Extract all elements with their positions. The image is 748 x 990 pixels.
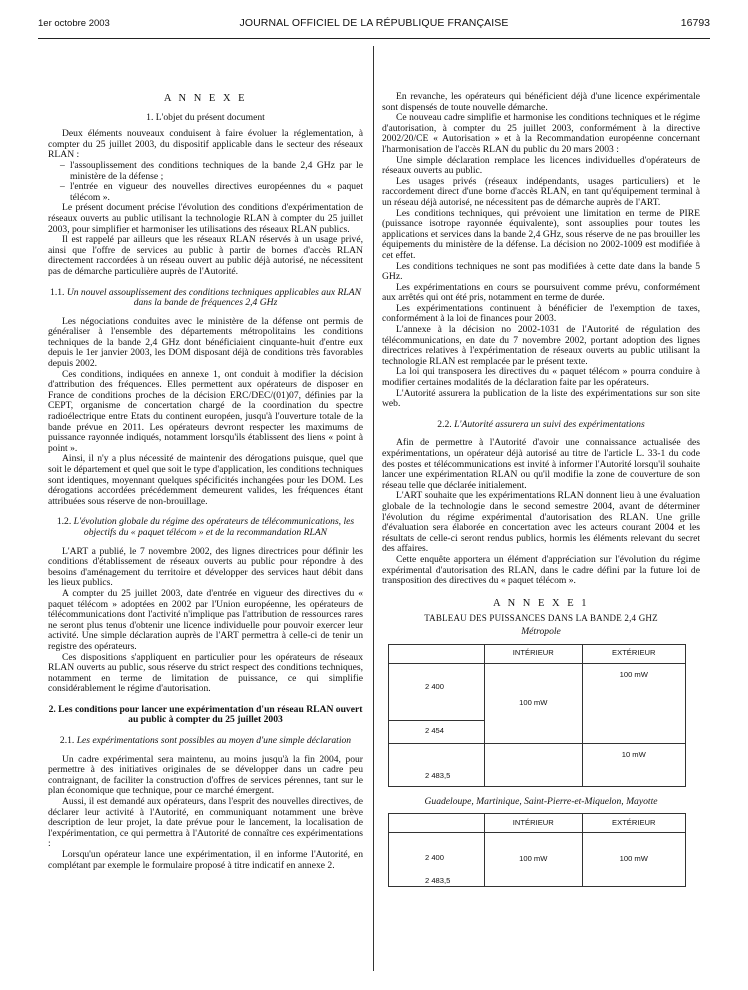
- column-header-interieur: INTÉRIEUR: [485, 644, 583, 663]
- header-date: 1er octobre 2003: [38, 18, 110, 29]
- annexe-1-heading: A N N E X E 1: [492, 597, 590, 609]
- empty-cell: [485, 743, 583, 786]
- paragraph: Ces dispositions s'appliquent en particulier pour les opérateurs de réseaux RLAN ouverts au public, sous réserve du strict respect des conditions techniques, notamment en terme de limitation de puissance, ce qui simplifie considérablement le régime d'autorisation.: [48, 651, 363, 695]
- header-rule: [38, 38, 710, 39]
- empty-header-cell: [389, 814, 485, 833]
- section-text: L'Autorité assurera un suivi des expérimentations: [454, 418, 645, 430]
- power-table-dom: [388, 813, 686, 887]
- exterieur-value: 100 mW: [582, 833, 685, 887]
- paragraph: Lorsqu'un opérateur lance une expérimentation, il en informe l'Autorité, en complétant par exemple le formulaire proposé à titre indicatif en annexe 2.: [48, 849, 363, 871]
- section-text: L'évolution globale du régime des opérateurs de télécommunications, les objectifs du « paquet télécom » et de la recommandation RLAN: [73, 516, 355, 538]
- section-number: 1.2.: [56, 516, 72, 528]
- column-header-interieur: INTÉRIEUR: [485, 814, 583, 833]
- paragraph: L'annexe à la décision no 2002-1031 de l'Autorité de régulation des télécommunications, en date du 7 novembre 2002, portant adoption des lignes directrices relatives à l'expérimentation de réseaux ouverts au public utilisant la technologie RLAN est remplacée par le présent texte.: [382, 324, 700, 367]
- column-header-exterieur: EXTÉRIEUR: [582, 644, 685, 663]
- paragraph: L'ART souhaite que les expérimentations RLAN donnent lieu à une évaluation globale de la technologie dans le second semestre 2004, avant de déterminer l'évolution du régime expérimental d'autorisation des RLAN. Une grille d'évaluation sera élaborée en concertation avec les acteurs courant 2004 et les résultats de celle-ci seront rendus publics, hormis les éléments relevant du secret des affaires.: [382, 490, 700, 555]
- section-1-1-title: [48, 288, 363, 309]
- frequency-cell: 2 400: [389, 663, 485, 720]
- paragraph: Cette enquête apportera un élément d'appréciation sur l'évolution du régime expérimental d'autorisation des RLAN, dans le cadre défini par la future loi de transposition des directives du « paquet télécom ».: [382, 553, 700, 587]
- section-2-title: 2. Les conditions pour lancer une expérimentation d'un réseau RLAN ouvert au public à compter du 25 juillet 2003: [48, 703, 363, 726]
- power-table-metropole: [388, 644, 686, 787]
- paragraph: Les expérimentations continuent à bénéficier de l'exemption de taxes, conformément à la loi de finances pour 2003.: [382, 302, 700, 325]
- paragraph: Ce nouveau cadre simplifie et harmonise les conditions techniques et le régime d'autorisation, à compter du 25 juillet 2003, conformément à la directive 2002/20/CE « Autorisation » et à la Recommandation européenne concernant l'harmonisation de l'accès RLAN du public du 20 mars 2003 :: [382, 112, 700, 155]
- interieur-value: 100 mW: [485, 833, 583, 887]
- bullet-item: – l'assouplissement des conditions techniques de la bande 2,4 GHz par le ministère de la défense ;: [48, 161, 363, 182]
- empty-header-cell: [389, 644, 485, 663]
- paragraph: L'ART a publié, le 7 novembre 2002, des lignes directrices pour définir les conditions d'établissement de réseaux ouverts au public pour répondre à des besoins d'aménagement du territoire et développer des services haut débit dans les lieux publics.: [48, 545, 363, 589]
- section-2-1-title: [48, 736, 363, 747]
- page-header: [38, 14, 710, 34]
- column-divider: [373, 46, 374, 971]
- right-column: [382, 92, 700, 887]
- paragraph: Le présent document précise l'évolution des conditions d'expérimentation de réseaux ouverts au public utilisant la technologie RLAN à compter du 25 juillet 2003, pour simplifier et harmoniser les utilisations des réseaux RLAN publics.: [48, 202, 363, 235]
- section-text: Un nouvel assouplissement des conditions techniques applicables aux RLAN dans la bande de fréquences 2,4 GHz: [66, 286, 361, 309]
- paragraph: Les usages privés (réseaux indépendants, usages particuliers) et le raccordement direct d'une borne d'accès RLAN, en tant qu'équipement terminal à un réseau déjà autorisé, ne nécessitent pas de démarche auprès de l'ART.: [382, 175, 700, 208]
- table-title: TABLEAU DES PUISSANCES DANS LA BANDE 2,4 GHZ: [424, 613, 658, 624]
- frequency-start: 2 400: [425, 853, 445, 863]
- section-1-title: 1. L'objet du présent document: [146, 111, 265, 123]
- annexe-heading: A N N E X E: [163, 93, 248, 104]
- interieur-value: 100 mW: [485, 663, 583, 743]
- paragraph: Deux éléments nouveaux conduisent à faire évoluer la réglementation, à compter du 25 juillet 2003, du dispositif applicable dans le secteur des réseaux RLAN :: [48, 128, 363, 161]
- section-number: 2.2.: [437, 418, 452, 430]
- paragraph: Aussi, il est demandé aux opérateurs, dans l'esprit des nouvelles directives, de déclarer leur activité à l'Autorité, en communiquant notamment une brève description de leur projet, la date prévue pour le lancement, la localisation de l'expérimentation, ce qui permettra à l'Autorité de connaître ces expérimentations :: [48, 796, 363, 850]
- paragraph: Afin de permettre à l'Autorité d'avoir une connaissance actualisée des expérimentations, un opérateur déjà autorisé au titre de l'article L. 33-1 du code des postes et télécommunications est invité à informer l'Autorité lorsqu'il souhaite lancer une expérimentation RLAN ou qu'il modifie la zone de couverture de son réseau telle que déclarée initialement.: [382, 437, 700, 491]
- paragraph: Les conditions techniques, qui prévoient une limitation en terme de PIRE (puissance isotrope rayonnée équivalente), sont assouplies pour toutes les applications et services dans la bande 2,4 GHz, sous réserve de ne pas brouiller les équipements du ministère de la défense. La décision no 2002-1009 est modifiée à cet effet.: [382, 207, 700, 261]
- region-dom: Guadeloupe, Martinique, Saint-Pierre-et-Miquelon, Mayotte: [424, 795, 658, 807]
- frequency-cell: 2 454: [389, 720, 485, 743]
- frequency-end: 2 483,5: [425, 875, 451, 885]
- paragraph: Les conditions techniques ne sont pas modifiées à cette date dans la bande 5 GHz.: [382, 260, 700, 283]
- bullet-item: – l'entrée en vigueur des nouvelles directives européennes du « paquet télécom ».: [48, 182, 363, 203]
- section-2-2-title: [382, 420, 700, 431]
- section-text: Les expérimentations sont possibles au moyen d'une simple déclaration: [76, 735, 352, 747]
- section-1-2-title: [48, 517, 363, 538]
- left-column: [48, 90, 363, 871]
- exterieur-value: 100 mW: [582, 663, 685, 743]
- section-number: 1.1.: [50, 286, 65, 298]
- paragraph: Un cadre expérimental sera maintenu, au moins jusqu'à la fin 2004, pour permettre à des initiatives originales de se développer dans un cadre peu contraignant, de faciliter la construction d'offres de services pérennes, tant sur le plan économique que technique, pour ce marché émergent.: [48, 753, 363, 797]
- region-metropole: Métropole: [521, 625, 561, 637]
- paragraph: Les négociations conduites avec le ministère de la défense ont permis de généraliser à l'ensemble des départements métropolitains les conditions techniques de la bande 2,4 GHz dont bénéficiaient cinquante-huit d'entre eux depuis le 1er janvier 2003, les DOM disposant déjà de conditions très favorables depuis 2002.: [48, 315, 363, 370]
- exterieur-value: 10 mW: [582, 743, 685, 786]
- page-number: 16793: [680, 17, 710, 29]
- paragraph: Ces conditions, indiquées en annexe 1, ont conduit à modifier la décision d'attribution des fréquences. Elles permettent aux opérateurs de disposer en France de conditions proches de la décision ERC/DEC/(01)07, définies par la CEPT, organisme de concertation chargé de la coordination du spectre radioélectrique entre Etats du continent européen, jusqu'à l'ouverture totale de la bande prévue en 2011. Les opérateurs devront respecter les maximums de puissance rayonnée indiqués, notamment lorsqu'ils établissent des liens « point à point ».: [48, 368, 363, 454]
- journal-title: JOURNAL OFFICIEL DE LA RÉPUBLIQUE FRANÇAISE: [239, 17, 509, 29]
- paragraph: Il est rappelé par ailleurs que les réseaux RLAN réservés à un usage privé, ainsi que l'offre de services au public à partir de bornes d'accès RLAN directement raccordées à un réseau ouvert au public déjà autorisé, ne nécessitent pas de démarche particulière auprès de l'Autorité.: [48, 234, 363, 277]
- paragraph: Les expérimentations en cours se poursuivent comme prévu, conformément aux arrêtés qui ont été pris, notamment en terme de durée.: [382, 281, 700, 304]
- section-number: 2.1.: [59, 735, 75, 747]
- frequency-cell: 2 483,5: [389, 743, 485, 786]
- paragraph: L'Autorité assurera la publication de la liste des expérimentations sur son site web.: [382, 387, 700, 410]
- paragraph: La loi qui transposera les directives du « paquet télécom » pourra conduire à modifier certaines modalités de la déclaration faite par les opérateurs.: [382, 366, 700, 389]
- paragraph: Une simple déclaration remplace les licences individuelles d'opérateurs de réseaux ouverts au public.: [382, 154, 700, 177]
- paragraph: A compter du 25 juillet 2003, date d'entrée en vigueur des directives du « paquet télécom » adoptées en 2002 par l'Union européenne, les opérateurs de télécommunications dont l'activité n'implique pas l'attribution de ressources rares ne seront plus tenus d'obtenir une licence individuelle pour pouvoir exercer leur activité. Une simple déclaration auprès de l'ART permettra à celle-ci de tenir un registre des opérateurs.: [48, 587, 363, 652]
- paragraph: Ainsi, il n'y a plus nécessité de maintenir des dérogations puisque, quel que soit le département et quel que soit le type d'application, les conditions techniques sont identiques, moyennant quelques spécificités inchangées pour les DOM. Les dérogations accordées précédemment demeurent valides, les fréquences étant attribuées sous réserve de non-brouillage.: [48, 453, 363, 507]
- column-header-exterieur: EXTÉRIEUR: [582, 814, 685, 833]
- frequency-range-cell: [389, 833, 485, 887]
- paragraph: En revanche, les opérateurs qui bénéficient déjà d'une licence expérimentale sont dispensés de toute nouvelle démarche.: [382, 91, 700, 113]
